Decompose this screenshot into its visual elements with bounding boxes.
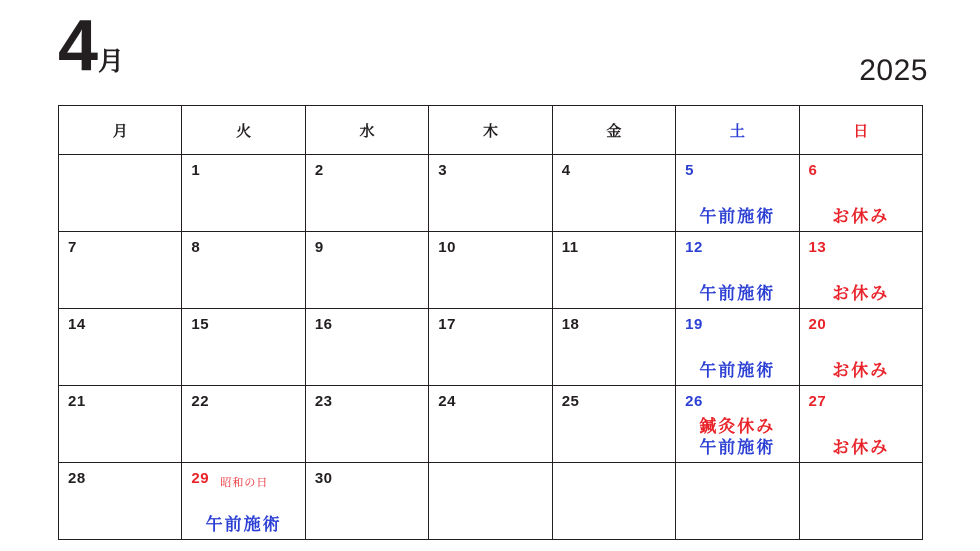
calendar-week-row (59, 155, 923, 232)
day-events (676, 206, 798, 227)
calendar-day-cell[interactable] (305, 386, 428, 463)
calendar-cell-empty (59, 155, 182, 232)
calendar-day-cell[interactable] (552, 386, 675, 463)
calendar-cell-empty (676, 463, 799, 540)
calendar-day-cell[interactable] (676, 232, 799, 309)
day-event: お休み (832, 206, 890, 226)
day-number: 23 (314, 393, 333, 410)
month-number: 4 (58, 6, 97, 86)
calendar-day-cell[interactable] (799, 309, 922, 386)
calendar-day-cell[interactable] (182, 155, 305, 232)
day-number: 26 (685, 393, 703, 410)
weekday-header-wed: 水 (305, 106, 428, 155)
calendar-grid (58, 105, 923, 540)
holiday-label: 昭和の日 (220, 477, 269, 489)
calendar-week-row (59, 232, 923, 309)
calendar-body (59, 155, 923, 540)
calendar-cell-empty (552, 463, 675, 540)
calendar-day-cell[interactable] (552, 232, 675, 309)
day-number: 3 (438, 162, 448, 179)
calendar-day-cell[interactable] (305, 155, 428, 232)
day-number: 15 (191, 316, 210, 333)
calendar-day-cell[interactable] (305, 309, 428, 386)
year-label: 2025 (859, 54, 928, 87)
day-events (676, 416, 798, 459)
day-events (800, 360, 922, 381)
calendar-day-cell[interactable] (182, 309, 305, 386)
day-number: 28 (68, 470, 86, 487)
calendar-cell-empty (799, 463, 922, 540)
calendar-day-cell[interactable] (59, 309, 182, 386)
day-events (800, 283, 922, 304)
calendar-day-cell[interactable] (799, 155, 922, 232)
calendar-week-row (59, 386, 923, 463)
day-number: 27 (808, 393, 827, 410)
calendar-day-cell[interactable] (305, 463, 428, 540)
day-number: 2 (314, 162, 324, 179)
day-number: 9 (314, 239, 324, 256)
day-number: 21 (68, 393, 86, 410)
calendar-day-cell[interactable] (429, 309, 552, 386)
day-event: 午前施術 (699, 283, 776, 303)
day-event: お休み (832, 360, 890, 380)
day-number: 30 (314, 470, 333, 487)
calendar-day-cell[interactable] (676, 155, 799, 232)
calendar-day-cell[interactable] (799, 232, 922, 309)
day-event: 午前施術 (699, 360, 776, 380)
day-event: 鍼灸休み (699, 416, 776, 436)
day-number: 18 (561, 316, 580, 333)
day-number: 12 (685, 239, 703, 256)
day-number: 22 (191, 393, 210, 410)
month-suffix: 月 (98, 46, 125, 77)
day-number: 4 (561, 162, 571, 179)
day-number: 24 (438, 393, 456, 410)
day-event: お休み (832, 437, 890, 457)
calendar-day-cell[interactable] (552, 309, 675, 386)
day-event: 午前施術 (205, 514, 282, 534)
weekday-header-tue: 火 (182, 106, 305, 155)
day-number: 8 (191, 239, 201, 256)
day-events (800, 206, 922, 227)
day-number: 17 (438, 316, 456, 333)
weekday-header-sun: 日 (799, 106, 922, 155)
calendar-week-row (59, 463, 923, 540)
day-number: 1 (191, 162, 201, 179)
day-number: 29 (191, 470, 210, 487)
month-title (58, 6, 125, 86)
day-event: 午前施術 (699, 206, 776, 226)
day-events (676, 283, 798, 304)
weekday-header-fri: 金 (552, 106, 675, 155)
day-number: 20 (808, 316, 827, 333)
calendar-day-cell[interactable] (799, 386, 922, 463)
day-event: 午前施術 (699, 437, 776, 457)
calendar-day-cell[interactable] (429, 386, 552, 463)
day-number: 25 (561, 393, 580, 410)
calendar-day-cell[interactable] (59, 232, 182, 309)
weekday-header-sat: 土 (676, 106, 799, 155)
day-events (182, 514, 304, 535)
weekday-header-row (59, 106, 923, 155)
calendar-day-cell[interactable] (676, 309, 799, 386)
calendar-day-cell[interactable] (59, 463, 182, 540)
calendar-day-cell[interactable] (552, 155, 675, 232)
day-number: 11 (561, 239, 579, 256)
day-number: 5 (685, 162, 694, 179)
calendar-day-cell[interactable] (305, 232, 428, 309)
calendar-day-cell[interactable] (182, 463, 305, 540)
calendar-day-cell[interactable] (429, 232, 552, 309)
day-number: 7 (68, 239, 77, 256)
day-events (800, 437, 922, 458)
day-number: 19 (685, 316, 703, 333)
calendar-day-cell[interactable] (676, 386, 799, 463)
calendar-day-cell[interactable] (59, 386, 182, 463)
calendar-day-cell[interactable] (182, 232, 305, 309)
weekday-header-thu: 木 (429, 106, 552, 155)
day-events (676, 360, 798, 381)
calendar-day-cell[interactable] (429, 155, 552, 232)
day-number: 6 (808, 162, 818, 179)
calendar-header (0, 0, 980, 98)
day-number: 13 (808, 239, 827, 256)
day-number: 16 (314, 316, 333, 333)
day-number: 10 (438, 239, 456, 256)
day-number: 14 (68, 316, 86, 333)
weekday-header-mon: 月 (59, 106, 182, 155)
day-event: お休み (832, 283, 890, 303)
calendar-week-row (59, 309, 923, 386)
calendar-cell-empty (429, 463, 552, 540)
calendar-day-cell[interactable] (182, 386, 305, 463)
